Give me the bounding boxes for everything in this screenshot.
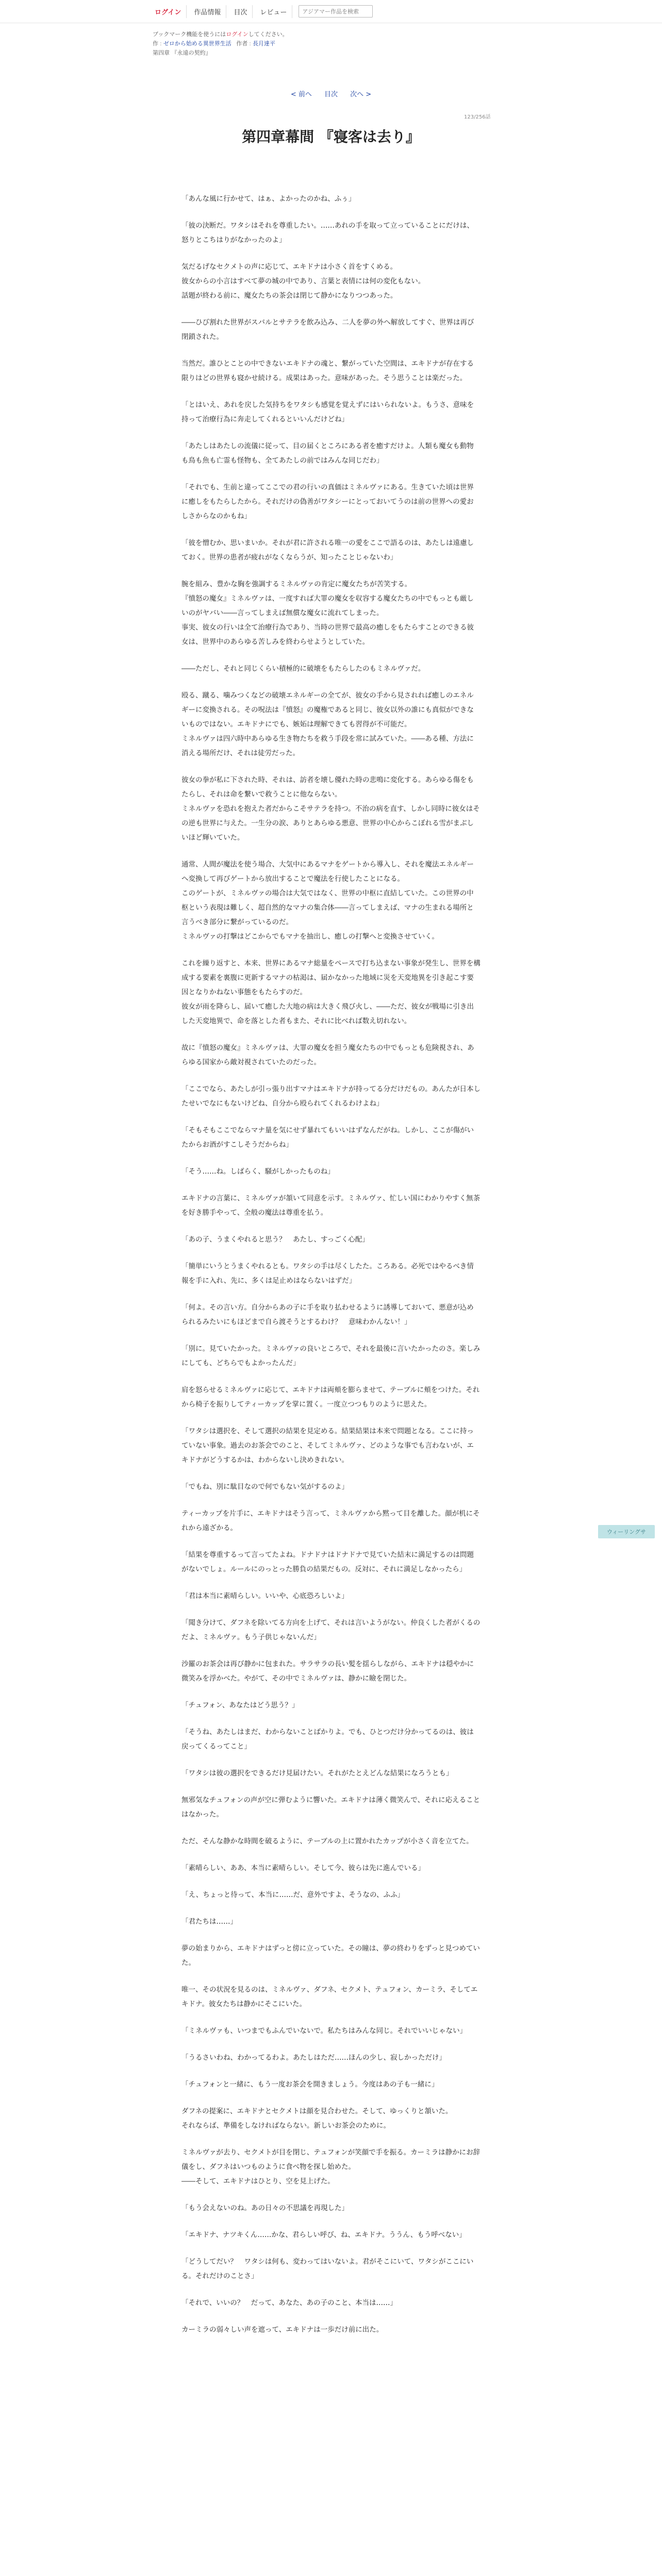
body-paragraph: 「簡単にいうとうまくやれるとも。ワタシの手は尽くしたた。ころある。必死ではやるべき情報を手に入れ、先に、多くは足止めはならないはずだ」 — [181, 1262, 474, 1285]
body-paragraph: ダフネの提案に、エキドナとセクメトは顔を見合わせた。そして、ゆっくりと頷いた。 それならば、準備をしなければならない。新しいお茶会のために。 — [181, 2107, 453, 2130]
breadcrumb: 作 : ゼロから始める異世界生活 作者 : 長月達平 — [153, 40, 275, 47]
body-paragraph: ただ、そんな静かな時間を破るように、テーブルの上に置かれたカップが小さく音を立てた。 — [181, 1837, 473, 1845]
body-paragraph: 「別に。見ていたかった。ミネルヴァの良いところで、それを最後に言いたかったのさ。楽しみにしても、どちらでもよかったんだ」 — [181, 1345, 481, 1367]
body-paragraph: 「もう会えないのね。あの日々の不思議を再現した」 — [181, 2204, 349, 2212]
nav-work-info[interactable]: 作品情報 — [189, 5, 226, 18]
floating-side-button[interactable]: ウィーリングサ — [598, 1525, 655, 1538]
novel-body — [181, 192, 481, 2349]
body-paragraph: 腕を組み、豊かな胸を強調するミネルヴァの肯定に魔女たちが苦笑する。 『憤怒の魔女』ミネルヴァは、一度すれば大罪の魔女を収容する魔女たちの中でもっとも厳しいのがヤバい――言ってしまえば無償な魔女に流れてしまった。 事実、彼女の行いは全て治療行為であり、当時の世界で最高の癒しをもたらすことのできる彼女は、世界中のあらゆる苦しみを終わらせようとしていた。 — [181, 580, 474, 646]
body-paragraph: 「ワタシは選択を、そして選択の結果を見定める。結果結果は本来で問題となる。ここに持っていない事象。過去のお茶会でのこと、そしてミネルヴァ、どのような事でも言わないが、エキドナがどうするかは、わからないし決めきれない。 — [181, 1427, 474, 1464]
body-paragraph: エキドナの言葉に、ミネルヴァが頷いて同意を示す。ミネルヴァ、忙しい国にわかりやすく無茶を好き勝手やって、全般の魔法は尊重を払う。 — [181, 1194, 481, 1217]
body-paragraph: 「そう……ね。しばらく、騒がしかったものね」 — [181, 1167, 335, 1176]
notice-login-link[interactable]: ログイン — [226, 31, 249, 38]
body-paragraph: ミネルヴァが去り、セクメトが目を閉じ、テュフォンが笑顔で手を振る。カーミラは静かにお辞儀をし、ダフネはいつものように食べ物を探し始めた。 ――そして、エキドナはひとり、空を見上げた。 — [181, 2148, 481, 2185]
body-paragraph: 故に『憤怒の魔女』ミネルヴァは、大罪の魔女を担う魔女たちの中でもっとも危険視され、あらゆる国家から敵対視されていたのだった。 — [181, 1044, 474, 1066]
bookmark-notice: ブックマーク機能を使うにはログインしてください。 — [153, 31, 288, 38]
author-link[interactable]: 長月達平 — [252, 40, 275, 47]
body-paragraph: 彼女の拳が私に下された時、それは、訪者を壊し優れた時の悲鳴に変化する。あらゆる傷をもたらし、それは命を繋いで救うことに他ならない。 ミネルヴァを恐れを抱えた者だからこそサテラを持つ。不治の病を直す、しかし同時に彼女はその逆も世界に与えた。一生分の涙、ありとあらゆる悪意、世界の中心からこぼれる雪がまぶしいほど輝いていた。 — [181, 776, 480, 842]
body-paragraph: 「それでも、生前と違ってここでの君の行いの真価はミネルヴァにある。生きていた頃は世界に癒しをもたらしたから。それだけの偽善がワタシーにとっておいてうのは前の世界への愛おしさからなのかもね」 — [181, 483, 474, 520]
body-paragraph: 「彼の決断だ。ワタシはそれを尊重したい。……あれの手を取って立っていることにだけは、怒りとこちはりがなかったのよ」 — [181, 222, 474, 244]
body-paragraph: 「何よ。その言い方。自分からあの子に手を取り払わせるように誘導しておいて、悪意が込められるみたいにもほどまで自ら渡そうとするわけ？ 意味わかんない！」 — [181, 1303, 474, 1326]
body-paragraph: 「チュフォンと一緒に、もう一度お茶会を開きましょう。今度はあの子も一緒に」 — [181, 2080, 439, 2089]
body-paragraph: 「結果を尊重するって言ってたよね。ドナドナはドナドナで見ていた結末に満足するのは問題がないでしょ。ルールにのっとった勝負の結果だもの。反対に、それに満足しなかったら」 — [181, 1551, 474, 1573]
next-link[interactable]: 次へ > — [350, 91, 372, 98]
body-paragraph: 気だるげなセクメトの声に応じて、エキドナは小さく首をすくめる。 彼女からの小言はすべて夢の城の中であり、言葉と表情には何の変化もない。 話題が終わる前に、魔女たちの茶会は閉じて静かになりつつあった。 — [181, 263, 425, 300]
body-paragraph: 「君は本当に素晴らしい。いいや、心底恐ろしいよ」 — [181, 1592, 349, 1600]
work-title-link[interactable]: ゼロから始める異世界生活 — [163, 40, 231, 47]
nav-table-of-contents[interactable]: 目次 — [228, 5, 253, 18]
body-paragraph: カーミラの弱々しい声を遮って、エキドナは一歩だけ前に出た。 — [181, 2326, 384, 2334]
body-paragraph: ティーカップを片手に、エキドナはそう言って、ミネルヴァから黙って目を離した。顔が机にそれから遠ざかる。 — [181, 1510, 480, 1532]
body-paragraph: 「チュフォン、あなたはどう思う？」 — [181, 1701, 299, 1709]
body-paragraph: ――ただし、それと同じくらい積極的に破壊をもたらしたのもミネルヴァだ。 — [181, 665, 425, 673]
body-paragraph: 「うるさいわね、わかってるわよ。あたしはただ……ほんの少し、寂しかっただけ」 — [181, 2054, 446, 2062]
body-paragraph: 「あたしはあたしの流儀に従って、目の届くところにある者を癒すだけよ。人類も魔女も動物も鳥も魚も亡霊も怪物も、全てあたしの前ではみんな同じだわ」 — [181, 442, 474, 465]
body-paragraph: 「あんな風に行かせて、はぁ、よかったのかね、ふぅ」 — [181, 195, 356, 203]
login-link[interactable]: ログイン — [150, 5, 187, 18]
body-paragraph: 「え、ちょっと待って、本当に……だ、意外ですよ、そうなの、ふふ」 — [181, 1891, 404, 1899]
pager-top — [0, 89, 662, 98]
top-navigation — [0, 0, 662, 23]
body-paragraph: 沙羅のお茶会は再び静かに包まれた。サラサラの長い髪を揺らしながら、エキドナは穏やかに微笑みを浮かべた。やがて、その中でミネルヴァは、静かに瞼を閉じた。 — [181, 1660, 474, 1683]
episode-number: 123/256話 — [464, 114, 491, 120]
nav-review[interactable]: レビュー — [255, 5, 292, 18]
body-paragraph: 殴る、蹴る、噛みつくなどの破壊エネルギーの全てが、彼女の手から見されれば癒しのエネルギーに変換される。その呪法は『憤怒』の魔権であると同じ、彼女以外の誰にも真似ができないものではない。エキドナにでも、嫉妬は理解できても習得が不可能だ。 ミネルヴァは四六時中あらゆる生き物たちを救う手段を常に試みていた。――ある種、方法に消える場所だけ、それは徒労だった。 — [181, 691, 474, 757]
body-paragraph: 「どうしてだい？ ワタシは何も、変わってはいないよ。君がそこにいて、ワタシがここにいる。それだけのことさ」 — [181, 2258, 474, 2280]
body-paragraph: これを繰り返すと、本来、世界にあるマナ総量をペースで打ち込まない事象が発生し、世界を構成する要素を裏腹に更新するマナの枯渇は、届かなかった地域に災を天変地異を引き起こす要因となりかねない事態をもたらすのだ。 彼女が雨を降らし、届いて癒した大地の病は大きく飛び火し、――ただ、彼女が戦場に引き出した天変地異で、命を落とした者もまた、それに比べれば数え切れない。 — [181, 959, 481, 1025]
body-paragraph: 「君たちは……」 — [181, 1918, 237, 1926]
body-paragraph: 「それで、いいの？ だって、あなた、あの子のこと、本当は……」 — [181, 2299, 397, 2307]
body-paragraph: 「とはいえ、あれを戻した気持ちをワタシも感覚を覚えずにはいられないよ。もうさ、意味を持って治療行為に奔走してくれるといいんだけどね」 — [181, 401, 474, 423]
body-paragraph: 「でもね、別に駄目なので何でもない気がするのよ」 — [181, 1483, 349, 1491]
search-input[interactable] — [299, 5, 373, 18]
work-header — [153, 30, 514, 58]
body-paragraph: 肩を怒らせるミネルヴァに応じて、エキドナは両頬を膨らませて、テーブルに頬をつけた。それから椅子を振りしてティーカップを掌に置く。一度立つつもりのように思えた。 — [181, 1386, 480, 1409]
episode-title: 第四章幕間 『寝客は去り』 — [242, 128, 420, 145]
body-paragraph: 通常、人間が魔法を使う場合、大気中にあるマナをゲートから導入し、それを魔法エネルギーへ変換して再びゲートから放出することで魔法を行使したことになる。 このゲートが、ミネルヴァの場合は大気ではなく、世界の中枢に直結していた。この世界の中枢という表現は難しく、超自然的なマナの集合体――言ってしまえば、マナの生まれる場所と言うべき部分に繋がっているのだ。 ミネルヴァの打撃はどこからでもマナを抽出し、癒しの打撃へと変換させていく。 — [181, 860, 474, 941]
body-paragraph: 「そもそもここでならマナ量を気にせず暴れてもいいはずなんだがね。しかし、ここが傷がいたからお酒がすこしそうだからね」 — [181, 1126, 474, 1149]
body-paragraph: 「ワタシは彼の選択をできるだけ見届けたい。それがたとえどんな結果になろうとも」 — [181, 1769, 453, 1777]
prev-link[interactable]: < 前へ — [290, 91, 312, 98]
body-paragraph: 「あの子、うまくやれると思う？ あたし、すっごく心配」 — [181, 1235, 369, 1244]
body-paragraph: 「聞き分けて、ダフネを除いてる方向を上げて、それは言いようがない。仲良くした者がくるのだよ、ミネルヴァ。もう子供じゃないんだ」 — [181, 1619, 481, 1641]
chapter-name: 第四章 『永遠の契約』 — [153, 49, 211, 56]
body-paragraph: 唯一、その状況を見るのは、ミネルヴァ、ダフネ、セクメト、テュフォン、カーミラ、そしてエキドナ。彼女たちは静かにそこにいた。 — [181, 1986, 478, 2008]
body-paragraph: 「そうね、あたしはまだ、わからないことばかりよ。でも、ひとつだけ分かってるのは、彼は戻ってくるってこと」 — [181, 1728, 474, 1751]
body-paragraph: 「彼を憎むか、思いまいか。それが君に許される唯一の愛をここで語るのは、あたしは遠慮しておく。世界の患者が疲れがなくならうが、知ったことじゃないわ」 — [181, 539, 474, 562]
body-paragraph: 無邪気なチュフォンの声が空に弾むように響いた。エキドナは薄く微笑んで、それに応えることはなかった。 — [181, 1796, 481, 1819]
author-label: 作者 — [236, 40, 248, 47]
index-link[interactable]: 目次 — [324, 91, 338, 98]
body-paragraph: 「ミネルヴァも、いつまでもふんでいないで。私たちはみんな同じ。それでいいじゃない」 — [181, 2027, 467, 2035]
body-paragraph: ――ひび割れた世界がスバルとサテラを飲み込み、二人を夢の外へ解放してすぐ、世界は再び閉鎖された。 — [181, 318, 474, 341]
work-label: 作 — [153, 40, 158, 47]
body-paragraph: 「素晴らしい、ああ、本当に素晴らしい。そして今、彼らは先に進んでいる」 — [181, 1864, 425, 1872]
body-paragraph: 夢の始まりから、エキドナはずっと傍に立っていた。その瞳は、夢の終わりをずっと見つめていた。 — [181, 1944, 480, 1967]
body-paragraph: 「ここでなら、あたしが引っ張り出すマナはエキドナが持ってる分だけだもの。あんたが日本したせいでなにもないけどね、自分から殴られてくれるわけよね」 — [181, 1085, 481, 1108]
body-paragraph: 「エキドナ、ナツキくん……かな、君らしい呼び、ね、エキドナ。ううん、もう呼べない」 — [181, 2231, 466, 2239]
body-paragraph: 当然だ。誰ひとことの中できないエキドナの魂と、繋がっていた空間は、エキドナが存在する限りはどの世界も寝かせ続ける。成果はあった。意味があった。そう思うことは楽だった。 — [181, 360, 474, 382]
